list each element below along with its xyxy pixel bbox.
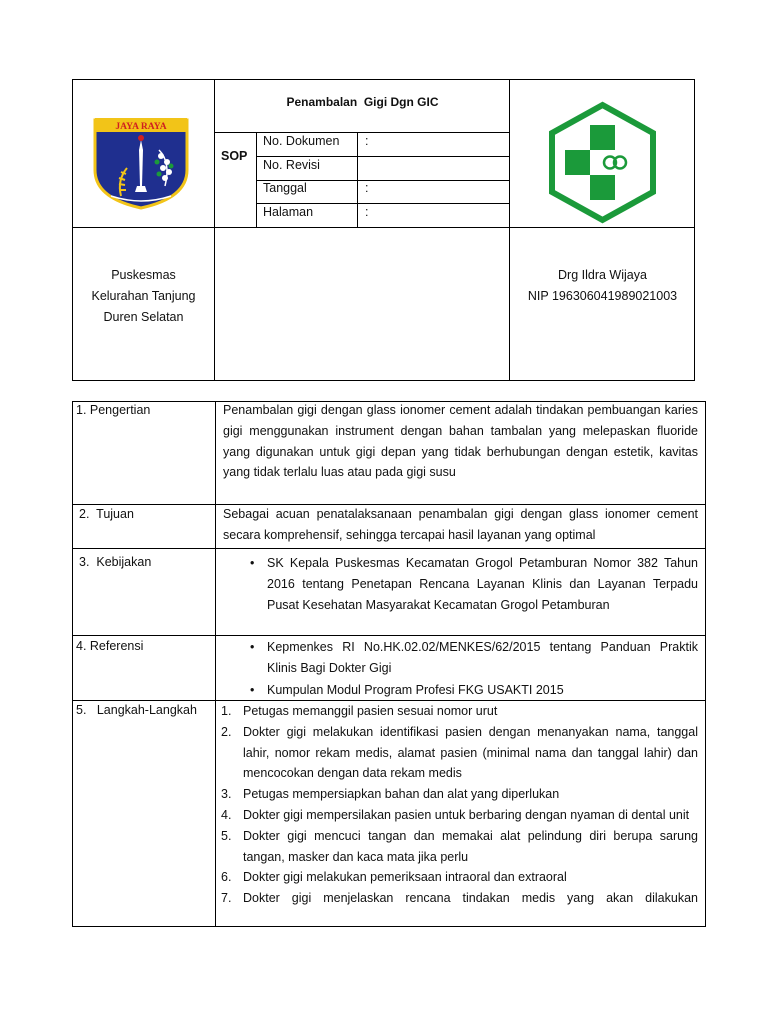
step-item bbox=[216, 867, 698, 888]
step-item bbox=[216, 784, 698, 805]
header-table bbox=[72, 79, 695, 381]
step-number: 3. bbox=[221, 787, 232, 802]
meta-label-tanggal: Tanggal bbox=[263, 181, 307, 195]
step-text: Petugas memanggil pasien sesuai nomor urut bbox=[243, 704, 498, 718]
step-number: 7. bbox=[221, 891, 232, 906]
puskesmas-logo-icon bbox=[545, 100, 660, 225]
organization-name bbox=[73, 265, 214, 328]
section-label-tujuan: 2. Tujuan bbox=[79, 507, 134, 521]
signatory-name: Drg Ildra Wijaya bbox=[558, 268, 647, 282]
step-text: Dokter gigi melakukan identifikasi pasien dengan menanyakan nama, tanggal lahir, nomor rekam medis, alamat pasien (minimal nama dan tanggal lahir) dan mencocokan dengan data rekam medis bbox=[243, 724, 698, 781]
jaya-raya-emblem-icon bbox=[91, 110, 191, 210]
meta-label-halaman: Halaman bbox=[263, 205, 314, 219]
step-number: 4. bbox=[221, 807, 232, 822]
step-item bbox=[216, 701, 698, 722]
list-item-text: Kumpulan Modul Program Profesi FKG USAKTI 2015 bbox=[267, 682, 564, 697]
section-label-kebijakan: 3. Kebijakan bbox=[79, 555, 152, 569]
referensi-list bbox=[223, 637, 698, 700]
list-item-text: Kepmenkes RI No.HK.02.02/MENKES/62/2015 tentang Panduan Praktik Klinis Bagi Dokter Gigi bbox=[267, 640, 698, 675]
emblem-text: JAYA RAYA bbox=[115, 122, 167, 132]
table-row-divider bbox=[73, 635, 705, 636]
organization-line: Puskesmas bbox=[111, 268, 176, 282]
section-label-referensi: 4. Referensi bbox=[76, 639, 144, 653]
step-number: 5. bbox=[221, 828, 232, 843]
meta-value-no-dokumen: : bbox=[365, 134, 369, 148]
header-divider bbox=[214, 80, 215, 380]
signatory-block bbox=[509, 265, 696, 307]
meta-value-halaman: : bbox=[365, 205, 369, 219]
kebijakan-list bbox=[223, 553, 698, 615]
meta-value-tanggal: : bbox=[365, 181, 369, 195]
meta-label-no-revisi: No. Revisi bbox=[263, 158, 320, 172]
step-text: Dokter gigi melakukan pemeriksaan intraoral dan extraoral bbox=[243, 870, 567, 885]
header-divider bbox=[73, 227, 694, 228]
step-item bbox=[216, 888, 698, 909]
organization-line: Duren Selatan bbox=[103, 310, 184, 324]
meta-label-no-dokumen: No. Dokumen bbox=[263, 134, 340, 148]
organization-line: Kelurahan Tanjung bbox=[91, 289, 196, 303]
section-text-tujuan: Sebagai acuan penatalaksanaan penambalan gigi dengan glass ionomer cement secara komprehensif, sehingga tercapai hasil layanan yang optimal bbox=[223, 507, 698, 542]
meta-divider bbox=[256, 203, 509, 204]
list-item bbox=[223, 553, 698, 615]
section-text-pengertian: Penambalan gigi dengan glass ionomer cement adalah tindakan pembuangan karies gigi menggunakan instrument dengan bahan tambalan yang melepaskan fluoride yang digunakan untuk gigi depan yang tidak berhubungan dengan estetik, kavitas yang tidak terlalu luas atau pada gigi susu bbox=[223, 403, 698, 480]
step-number: 2. bbox=[221, 724, 232, 739]
step-item bbox=[216, 826, 698, 868]
bullet-icon: • bbox=[250, 640, 255, 654]
step-item bbox=[216, 805, 698, 826]
header-divider bbox=[214, 132, 509, 133]
step-text: Petugas mempersiapkan bahan dan alat yang diperlukan bbox=[243, 787, 560, 802]
step-text: Dokter gigi mempersilakan pasien untuk berbaring dengan nyaman di dental unit bbox=[243, 807, 690, 822]
sop-label: SOP bbox=[221, 149, 248, 163]
bullet-icon: • bbox=[250, 556, 255, 570]
step-item bbox=[216, 722, 698, 784]
step-text: Dokter gigi mencuci tangan dan memakai alat pelindung diri berupa sarung tangan, masker dan kaca mata jika perlu bbox=[243, 828, 698, 864]
section-label-langkah: 5. Langkah-Langkah bbox=[76, 703, 197, 717]
header-divider bbox=[509, 80, 510, 380]
langkah-list bbox=[216, 701, 698, 909]
section-label-pengertian: 1. Pengertian bbox=[76, 403, 151, 417]
list-item bbox=[223, 680, 698, 701]
list-item-text: SK Kepala Puskesmas Kecamatan Grogol Petamburan Nomor 382 Tahun 2016 tentang Penetapan Rencana Layanan Klinis dan Layanan Terpadu Pusat Kesehatan Masyarakat Kecamatan Grogol Petamburan bbox=[267, 556, 698, 612]
step-number: 6. bbox=[221, 870, 232, 885]
step-text: Dokter gigi menjelaskan rencana tindakan medis yang akan dilakukan bbox=[243, 891, 698, 906]
document-title: Penambalan Gigi Dgn GIC bbox=[286, 95, 439, 109]
table-row-divider bbox=[73, 548, 705, 549]
meta-divider bbox=[256, 156, 509, 157]
procedure-table bbox=[72, 401, 706, 927]
list-item bbox=[223, 637, 698, 679]
step-number: 1. bbox=[221, 704, 232, 718]
bullet-icon: • bbox=[250, 682, 255, 697]
signatory-nip: NIP 196306041989021003 bbox=[527, 289, 678, 303]
